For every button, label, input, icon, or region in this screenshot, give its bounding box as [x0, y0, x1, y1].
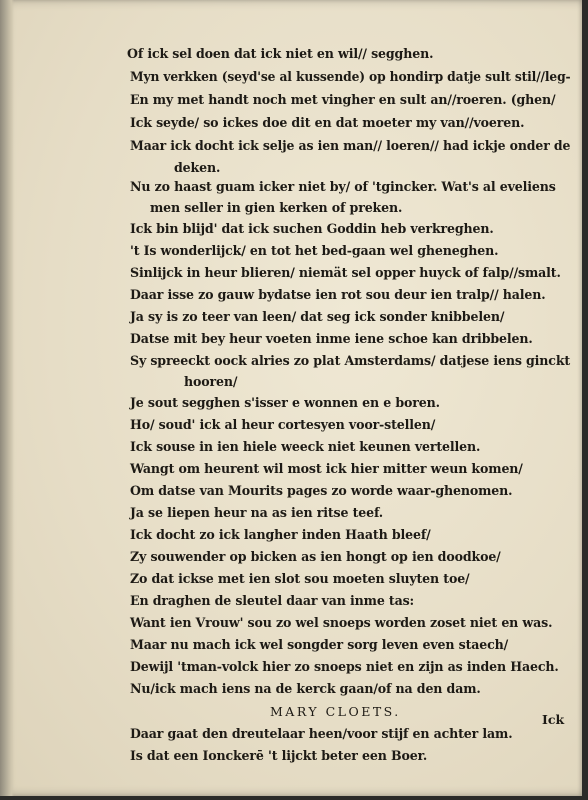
speaker-name: MARY CLOETS.	[270, 704, 401, 719]
text-line: Ja se liepen heur na as ien ritse teef.	[130, 505, 384, 520]
text-line: Maar ick docht ick selje as ien man// loeren// had ickje onder de	[130, 138, 571, 153]
text-line: Je sout segghen s'isser e wonnen en e boren.	[130, 395, 440, 410]
text-line: deken.	[174, 160, 221, 175]
text-line: Is dat een Ionckerē 't lijckt beter een Boer.	[130, 748, 428, 763]
text-line: Ick docht zo ick langher inden Haath bleef/	[130, 527, 431, 542]
text-line: Ick souse in ien hiele weeck niet keunen vertellen.	[130, 439, 481, 454]
text-line: Ja sy is zo teer van leen/ dat seg ick sonder knibbelen/	[130, 309, 505, 324]
book-edge-bottom	[0, 796, 588, 800]
text-line: Zo dat ickse met ien slot sou moeten sluyten toe/	[130, 571, 470, 586]
book-edge	[582, 0, 588, 800]
text-line: Wangt om heurent wil most ick hier mitter weun komen/	[130, 461, 523, 476]
text-line: Ick bin blijd' dat ick suchen Goddin heb verkreghen.	[130, 221, 494, 236]
text-line: hooren/	[184, 374, 238, 389]
text-line: En my met handt noch met vingher en sult an//roeren. (ghen/	[130, 92, 556, 107]
text-line: Of ick sel doen dat ick niet en wil// segghen.	[127, 46, 434, 61]
page-gutter	[0, 0, 14, 796]
text-line: Om datse van Mourits pages zo worde waar-ghenomen.	[130, 483, 513, 498]
text-line: Want ien Vrouw' sou zo wel snoeps worden zoset niet en was.	[130, 615, 553, 630]
text-line: En draghen de sleutel daar van inme tas:	[130, 593, 415, 608]
text-line: men seller in gien kerken of preken.	[150, 200, 403, 215]
text-line: 't Is wonderlijck/ en tot het bed-gaan wel gheneghen.	[130, 243, 499, 258]
catchword: Ick	[542, 712, 565, 727]
text-line: Nu/ick mach iens na de kerck gaan/of na den dam.	[130, 681, 481, 696]
text-line: Daar isse zo gauw bydatse ien rot sou deur ien tralp// halen.	[130, 287, 546, 302]
text-line: Sy spreeckt oock alries zo plat Amsterdams/ datjese iens ginckt	[130, 353, 571, 368]
text-line: Datse mit bey heur voeten inme iene schoe kan dribbelen.	[130, 331, 533, 346]
text-line: Zy souwender op bicken as ien hongt op ien doodkoe/	[130, 549, 501, 564]
text-line: Sinlijck in heur blieren/ niemät sel opper huyck of falp//smalt.	[130, 265, 561, 280]
text-line: Myn verkken (seyd'se al kussende) op hondirp datje sult stil//leg-	[130, 69, 571, 84]
text-line: Daar gaat den dreutelaar heen/voor stijf en achter lam.	[130, 726, 513, 741]
text-line: Dewijl 'tman-volck hier zo snoeps niet en zijn as inden Haech.	[130, 659, 559, 674]
text-line: Ick seyde/ so ickes doe dit en dat moeter my van//voeren.	[130, 115, 525, 130]
text-line: Ho/ soud' ick al heur cortesyen voor-stellen/	[130, 417, 436, 432]
text-line: Nu zo haast guam icker niet by/ of 'tgincker. Wat's al eveliens	[130, 179, 556, 194]
text-line: Maar nu mach ick wel songder sorg leven even staech/	[130, 637, 509, 652]
